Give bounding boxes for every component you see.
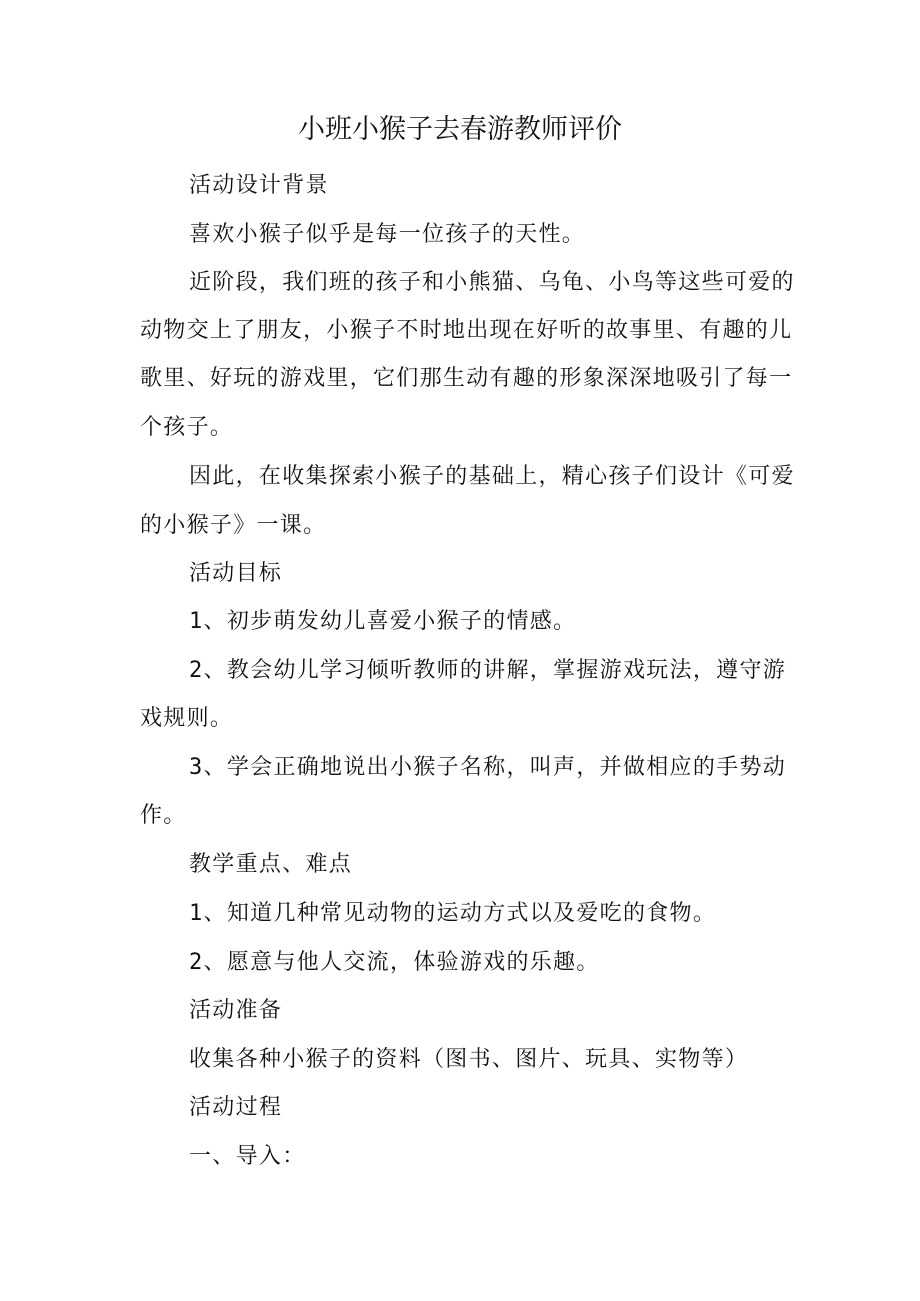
list-item-continuation: 戏规则。 — [140, 706, 234, 731]
paragraph-line: 因此，在收集探索小猴子的基础上，精心孩子们设计《可爱 — [189, 464, 795, 489]
list-item: 1、初步萌发幼儿喜爱小猴子的情感。 — [189, 609, 577, 634]
list-item: 2、教会幼儿学习倾听教师的讲解，掌握游戏玩法，遵守游 — [189, 658, 787, 683]
list-item: 3、学会正确地说出小猴子名称，叫声，并做相应的手势动 — [189, 755, 787, 780]
paragraph-line: 一、导入： — [189, 1144, 306, 1169]
paragraph-line: 近阶段，我们班的孩子和小熊猫、乌龟、小鸟等这些可爱的 — [189, 270, 795, 295]
section-heading-process: 活动过程 — [189, 1095, 283, 1120]
list-item: 2、愿意与他人交流，体验游戏的乐趣。 — [189, 950, 600, 975]
list-item-continuation: 作。 — [140, 803, 187, 828]
paragraph-line: 动物交上了朋友，小猴子不时地出现在好听的故事里、有趣的儿 — [140, 318, 793, 343]
section-heading-background: 活动设计背景 — [189, 173, 329, 198]
paragraph-line: 的小猴子》一课。 — [140, 513, 327, 538]
section-heading-preparation: 活动准备 — [189, 998, 283, 1023]
paragraph-line: 收集各种小猴子的资料（图书、图片、玩具、实物等） — [189, 1047, 749, 1072]
paragraph-line: 歌里、好玩的游戏里，它们那生动有趣的形象深深地吸引了每一 — [140, 366, 793, 391]
paragraph-line: 喜欢小猴子似乎是每一位孩子的天性。 — [189, 222, 586, 247]
list-item: 1、知道几种常见动物的运动方式以及爱吃的食物。 — [189, 901, 717, 926]
section-heading-goals: 活动目标 — [189, 561, 283, 586]
document-title: 小班小猴子去春游教师评价 — [298, 114, 622, 145]
paragraph-line: 个孩子。 — [140, 415, 234, 440]
section-heading-key-points: 教学重点、难点 — [189, 852, 353, 877]
